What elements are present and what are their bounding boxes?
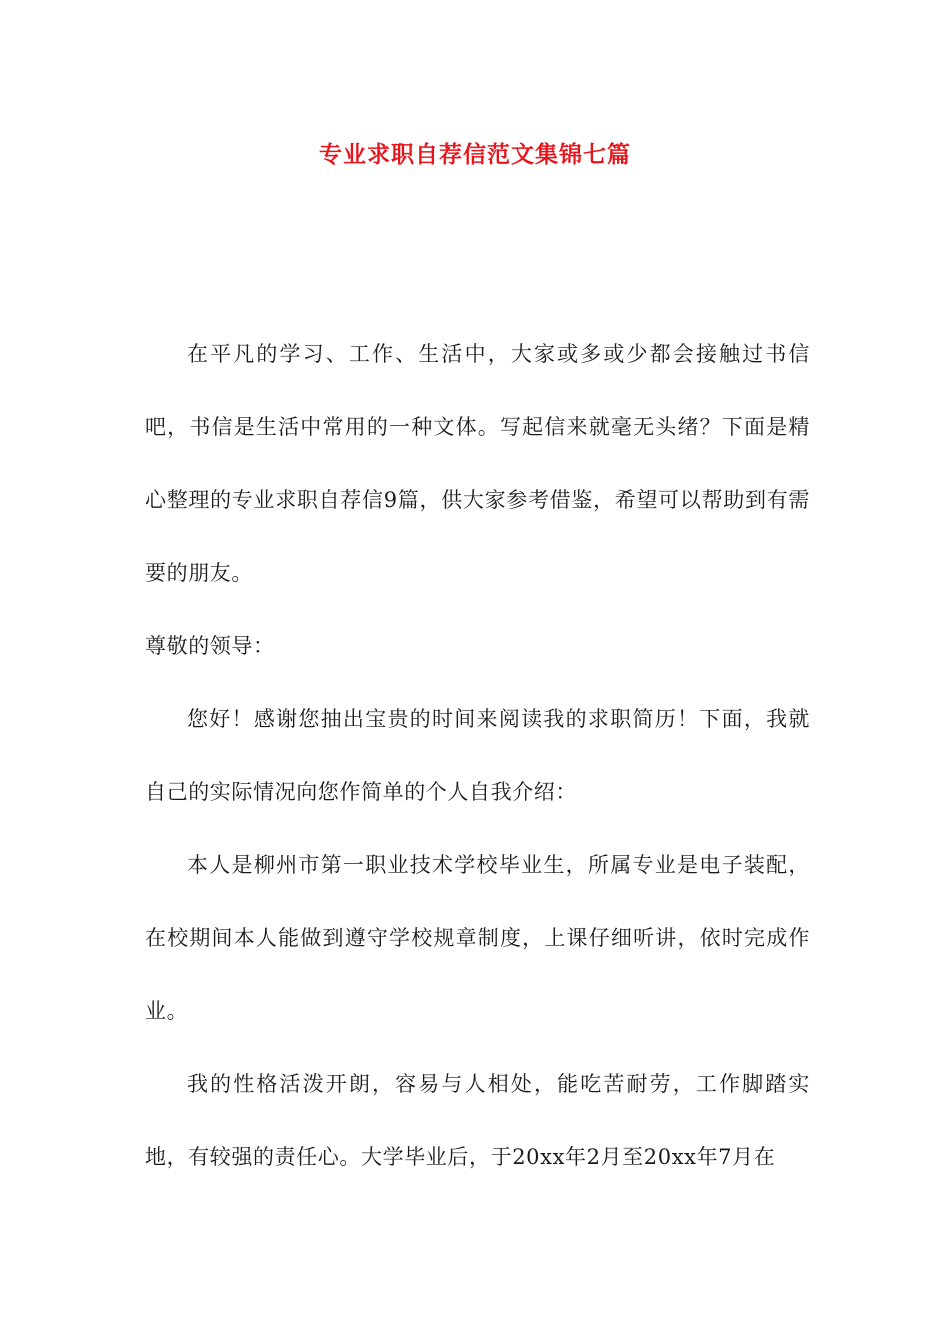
paragraph-greeting: 您好！感谢您抽出宝贵的时间来阅读我的求职简历！下面，我就自己的实际情况向您作简单的个人自我介绍： bbox=[145, 707, 810, 804]
document-title: 专业求职自荐信范文集锦七篇 bbox=[319, 142, 631, 168]
paragraph-salutation: 尊敬的领导： bbox=[145, 634, 275, 658]
paragraph-education: 本人是柳州市第一职业技术学校毕业生，所属专业是电子装配，在校期间本人能做到遵守学校规章制度，上课仔细听讲，依时完成作业。 bbox=[145, 853, 810, 1023]
paragraph-personality: 我的性格活泼开朗，容易与人相处，能吃苦耐劳，工作脚踏实地，有较强的责任心。大学毕业后，于20xx年2月至20xx年7月在 bbox=[145, 1072, 810, 1169]
paragraph-intro: 在平凡的学习、工作、生活中，大家或多或少都会接触过书信吧，书信是生活中常用的一种文体。写起信来就毫无头绪？下面是精心整理的专业求职自荐信9篇，供大家参考借鉴，希望可以帮助到有需要的朋友。 bbox=[145, 342, 810, 585]
document-body bbox=[145, 318, 810, 1194]
